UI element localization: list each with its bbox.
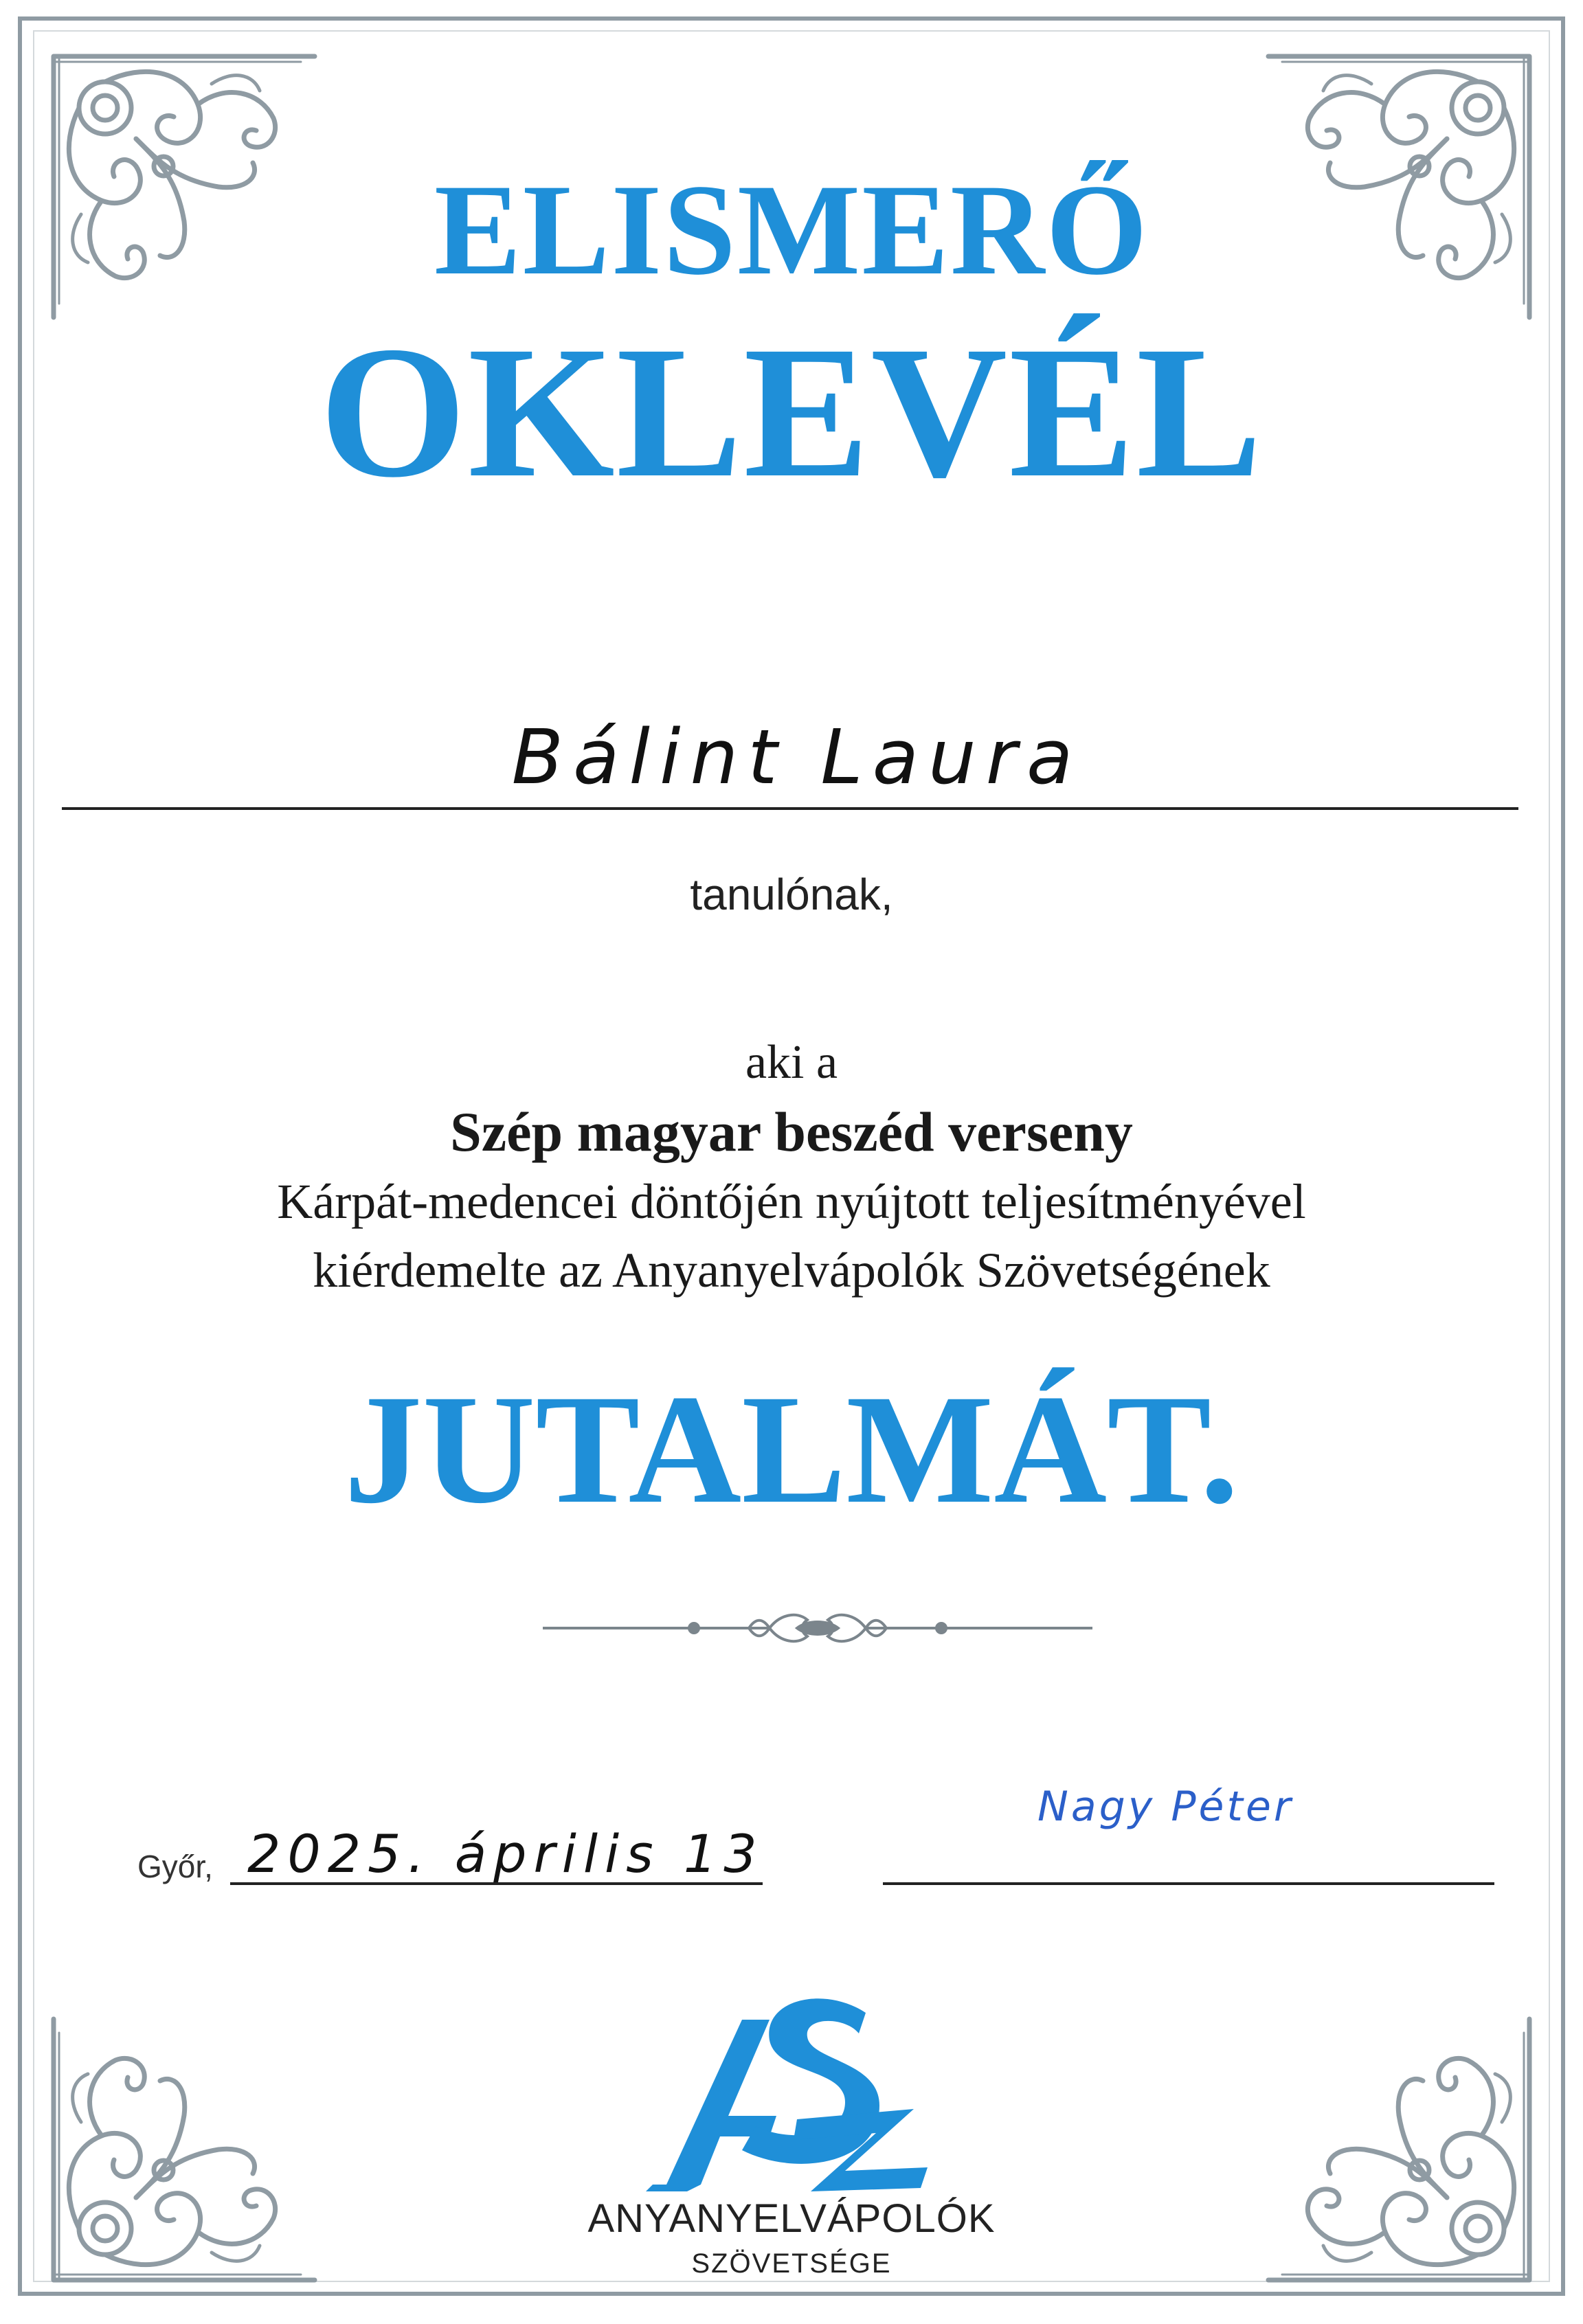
date-line [230,1882,763,1885]
award-title: JUTALMÁT. [344,1363,1239,1536]
asz-logo [639,1978,941,2198]
description-line2: kiérdemelte az Anyanyelvápolók Szövetségének [313,1243,1270,1298]
date-handwritten [240,1814,763,1889]
svg-text:Bálint Laura: Bálint Laura [511,713,1083,801]
recipient-role: tanulónak, [690,870,893,919]
signature [1031,1765,1333,1848]
recipient-name-line [62,807,1518,810]
organization-subtitle: SZÖVETSÉGE [691,2248,892,2279]
place-label: Győr, [137,1849,213,1884]
organization-name: ANYANYELVÁPOLÓK [587,2196,996,2241]
signature-line [883,1882,1494,1885]
description-line1: Kárpát-medencei döntőjén nyújtott teljesítményével [277,1174,1306,1229]
certificate-title-line2: OKLEVÉL [319,308,1264,517]
certificate-title-line1: ELISMERŐ [434,158,1149,302]
svg-text:Nagy Péter: Nagy Péter [1037,1783,1294,1831]
intro-text: aki a [745,1036,838,1089]
svg-text:2025. április 13.: 2025. április 13. [247,1823,763,1884]
recipient-name [385,701,1209,811]
ornamental-divider-icon [543,1601,1092,1656]
contest-name: Szép magyar beszéd verseny [450,1101,1133,1163]
